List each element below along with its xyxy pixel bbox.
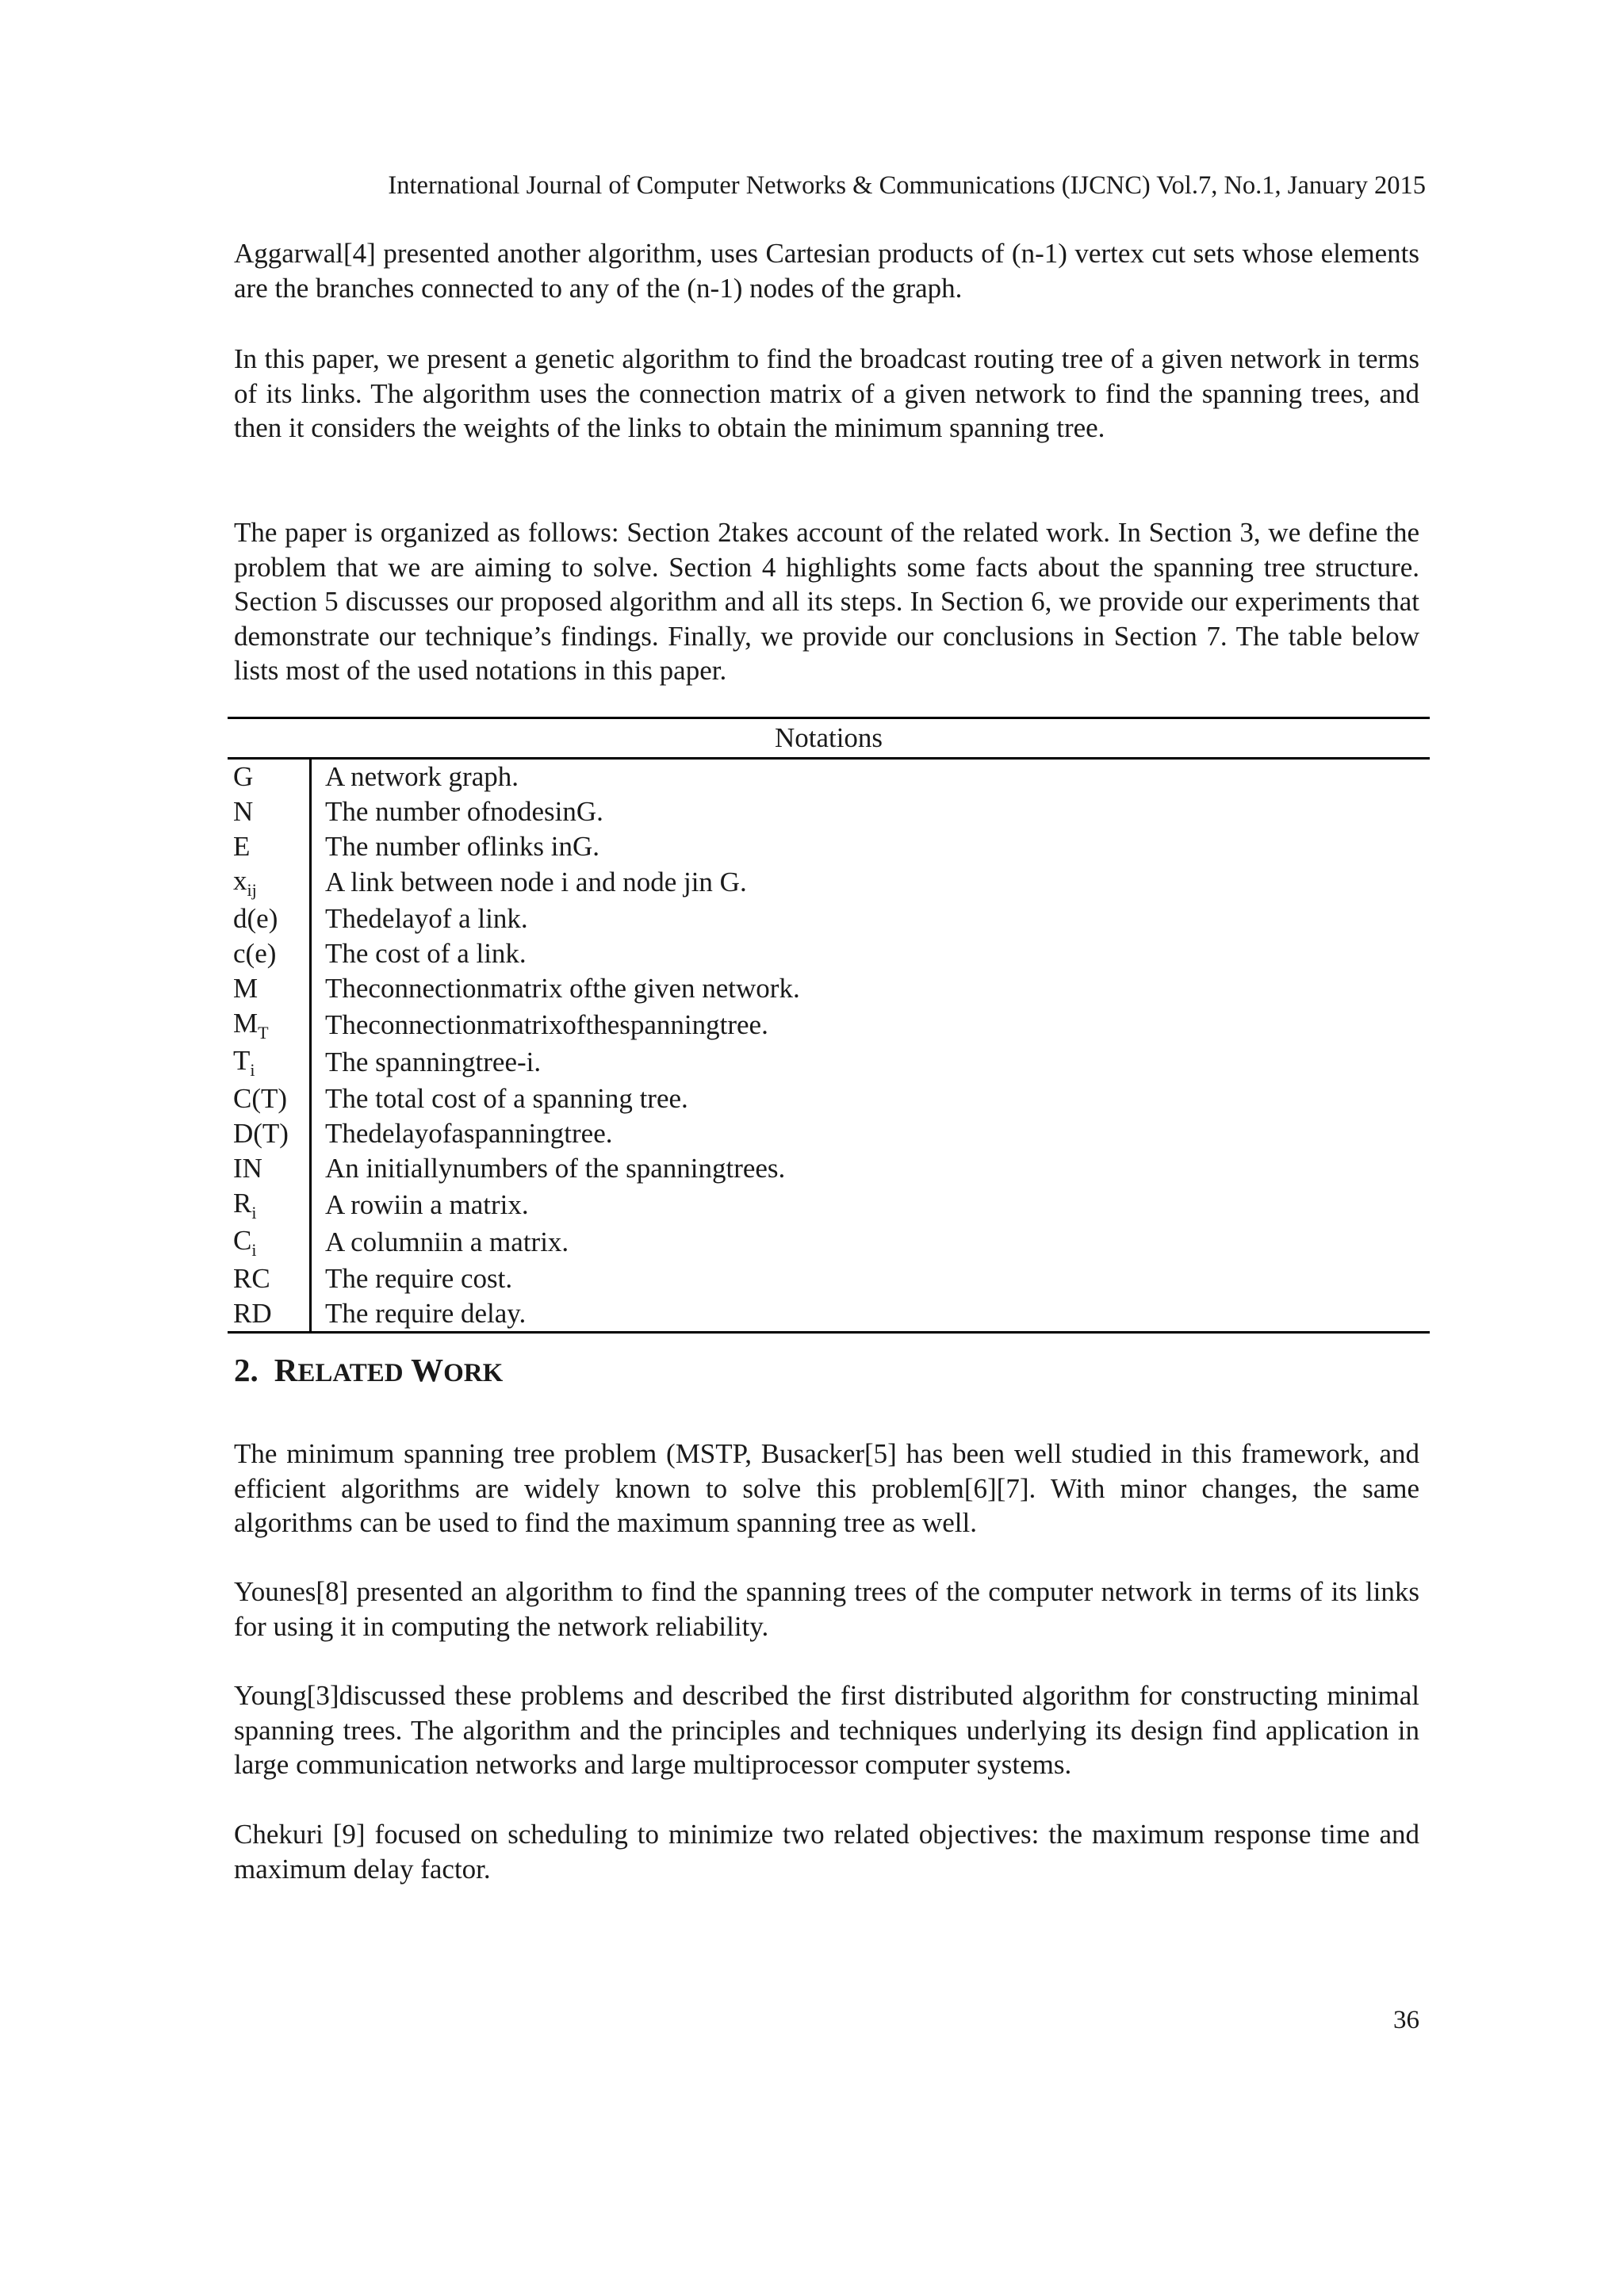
intro-paragraph-aggarwal: Aggarwal[4] presented another algorithm, uses Cartesian products of (n-1) vertex cut sets whose elements are the branches connected to any of the (n-1) nodes of the graph. — [234, 238, 1419, 304]
section-title-initial-r: R — [274, 1352, 298, 1388]
notation-description: A network graph. — [325, 761, 519, 792]
related-work-paragraph-chekuri: Chekuri [9] focused on scheduling to minimize two related objectives: the maximum response time and maximum delay factor. — [234, 1819, 1419, 1885]
related-work-paragraph-young: Young[3]discussed these problems and described the first distributed algorithm for constructing minimal spanning trees. The algorithm and the principles and techniques underlying its design find application in large communication networks and large multiprocessor computer systems. — [234, 1680, 1419, 1780]
notation-row — [228, 971, 1430, 1006]
notation-symbol — [228, 936, 311, 971]
notation-row — [228, 829, 1430, 864]
notation-description: A link between node i and node jin G. — [325, 867, 747, 898]
notation-symbol-base: x — [233, 865, 247, 897]
notation-symbol-base: D(T) — [233, 1117, 289, 1149]
notation-symbol-base: IN — [233, 1152, 262, 1184]
notation-symbol — [228, 1151, 311, 1186]
intro-paragraph-this-paper: In this paper, we present a genetic algorithm to find the broadcast routing tree of a given network in terms of its links. The algorithm uses the connection matrix of a given network to find the spanning trees, and then it considers the weights of the links to obtain the minimum spanning tree. — [234, 343, 1419, 443]
notation-symbol — [228, 1043, 311, 1081]
notation-row — [228, 759, 1430, 794]
notations-table-caption: Notations — [228, 718, 1430, 759]
notation-row — [228, 936, 1430, 971]
notation-row — [228, 1151, 1430, 1186]
notation-description: The number ofnodesinG. — [325, 795, 603, 827]
notation-symbol-base: C(T) — [233, 1083, 288, 1115]
running-head: International Journal of Computer Networks & Communications (IJCNC) Vol.7, No.1, January 2015 — [388, 171, 1426, 200]
notation-symbol-subscript: ij — [247, 880, 257, 901]
notation-row — [228, 863, 1430, 901]
notations-table-body — [228, 759, 1430, 1333]
notation-symbol-base: G — [233, 761, 254, 792]
notation-symbol-subscript: i — [251, 1240, 257, 1261]
notation-symbol-base: d(e) — [233, 903, 278, 935]
notations-table — [228, 717, 1430, 1334]
notation-row — [228, 794, 1430, 829]
notation-description: The require delay. — [311, 1296, 1431, 1332]
notation-row — [228, 1006, 1430, 1044]
notation-symbol-base: E — [233, 830, 251, 862]
notation-description: A rowiin a matrix. — [325, 1188, 529, 1220]
notation-symbol — [228, 1081, 311, 1116]
notation-symbol — [228, 971, 311, 1006]
notation-description: The spanningtree-i. — [325, 1047, 542, 1078]
notation-description: The cost of a link. — [325, 937, 527, 969]
notation-description: The require cost. — [325, 1263, 513, 1295]
notation-symbol-base: R — [233, 1187, 252, 1219]
notation-symbol-base: N — [233, 795, 254, 827]
notation-row — [228, 1186, 1430, 1224]
related-work-paragraph-younes: Younes[8] presented an algorithm to find the spanning trees of the computer network in terms of its links for using it in computing the network reliability. — [234, 1576, 1419, 1642]
notation-row — [228, 901, 1430, 936]
notation-row — [228, 1116, 1430, 1151]
notation-symbol — [228, 829, 311, 864]
notation-symbol-subscript: i — [251, 1202, 257, 1223]
notation-symbol-base: T — [233, 1045, 251, 1077]
notation-symbol-subscript: T — [258, 1022, 269, 1043]
notation-description: Thedelayofaspanningtree. — [325, 1117, 613, 1149]
notation-symbol — [228, 1116, 311, 1151]
notation-description: The number oflinks inG. — [325, 830, 600, 862]
notation-symbol-base: RD — [233, 1297, 272, 1329]
notation-symbol — [228, 1186, 311, 1224]
related-work-paragraph-mstp: The minimum spanning tree problem (MSTP, Busacker[5] has been well studied in this framework, and efficient algorithms are widely known to solve this problem[6][7]. With minor changes, the same algorithms can be used to find the maximum spanning tree as well. — [234, 1438, 1419, 1538]
notation-row — [228, 1296, 1430, 1332]
section-number: 2. — [234, 1352, 259, 1388]
notation-description: Thedelayof a link. — [325, 903, 528, 935]
notation-description: A columniin a matrix. — [325, 1226, 569, 1258]
notation-symbol-base: RC — [233, 1263, 270, 1295]
section-title-rest-elated: ELATED — [297, 1359, 404, 1387]
notation-description: Theconnectionmatrixofthespanningtree. — [325, 1008, 768, 1040]
notation-symbol — [228, 901, 311, 936]
notation-symbol — [228, 1223, 311, 1261]
notation-description: The total cost of a spanning tree. — [325, 1083, 688, 1115]
notation-symbol — [228, 1261, 311, 1296]
page-number: 36 — [1393, 2006, 1419, 2034]
notation-row — [228, 1261, 1430, 1296]
notation-symbol-base: c(e) — [233, 937, 277, 969]
notation-row — [228, 1223, 1430, 1261]
notation-symbol — [228, 759, 311, 794]
notation-description: Theconnectionmatrix ofthe given network. — [325, 972, 800, 1004]
notation-symbol-base: M — [233, 1007, 259, 1039]
notation-description: An initiallynumbers of the spanningtrees. — [325, 1152, 786, 1184]
section-heading-related-work — [234, 1349, 503, 1394]
notation-symbol — [228, 1006, 311, 1044]
section-title-initial-w: W — [411, 1352, 444, 1388]
notation-symbol-subscript: i — [250, 1060, 255, 1081]
intro-paragraph-organization: The paper is organized as follows: Section 2takes account of the related work. In Section 3, we define the problem that we are aiming to solve. Section 4 highlights some facts about the spanning tree structure. Section 5 discusses our proposed algorithm and all its steps. In Section 6, we provide our experiments that demonstrate our technique’s findings. Finally, we provide our conclusions in Section 7. The table below lists most of the used notations in this paper. — [234, 517, 1419, 686]
notation-symbol-base: C — [233, 1225, 252, 1257]
notation-row — [228, 1043, 1430, 1081]
notation-symbol — [228, 1296, 311, 1332]
notation-symbol — [228, 794, 311, 829]
notation-row — [228, 1081, 1430, 1116]
notation-symbol-base: M — [233, 972, 259, 1004]
section-title-rest-ork: ORK — [443, 1359, 504, 1387]
notation-symbol — [228, 863, 311, 901]
